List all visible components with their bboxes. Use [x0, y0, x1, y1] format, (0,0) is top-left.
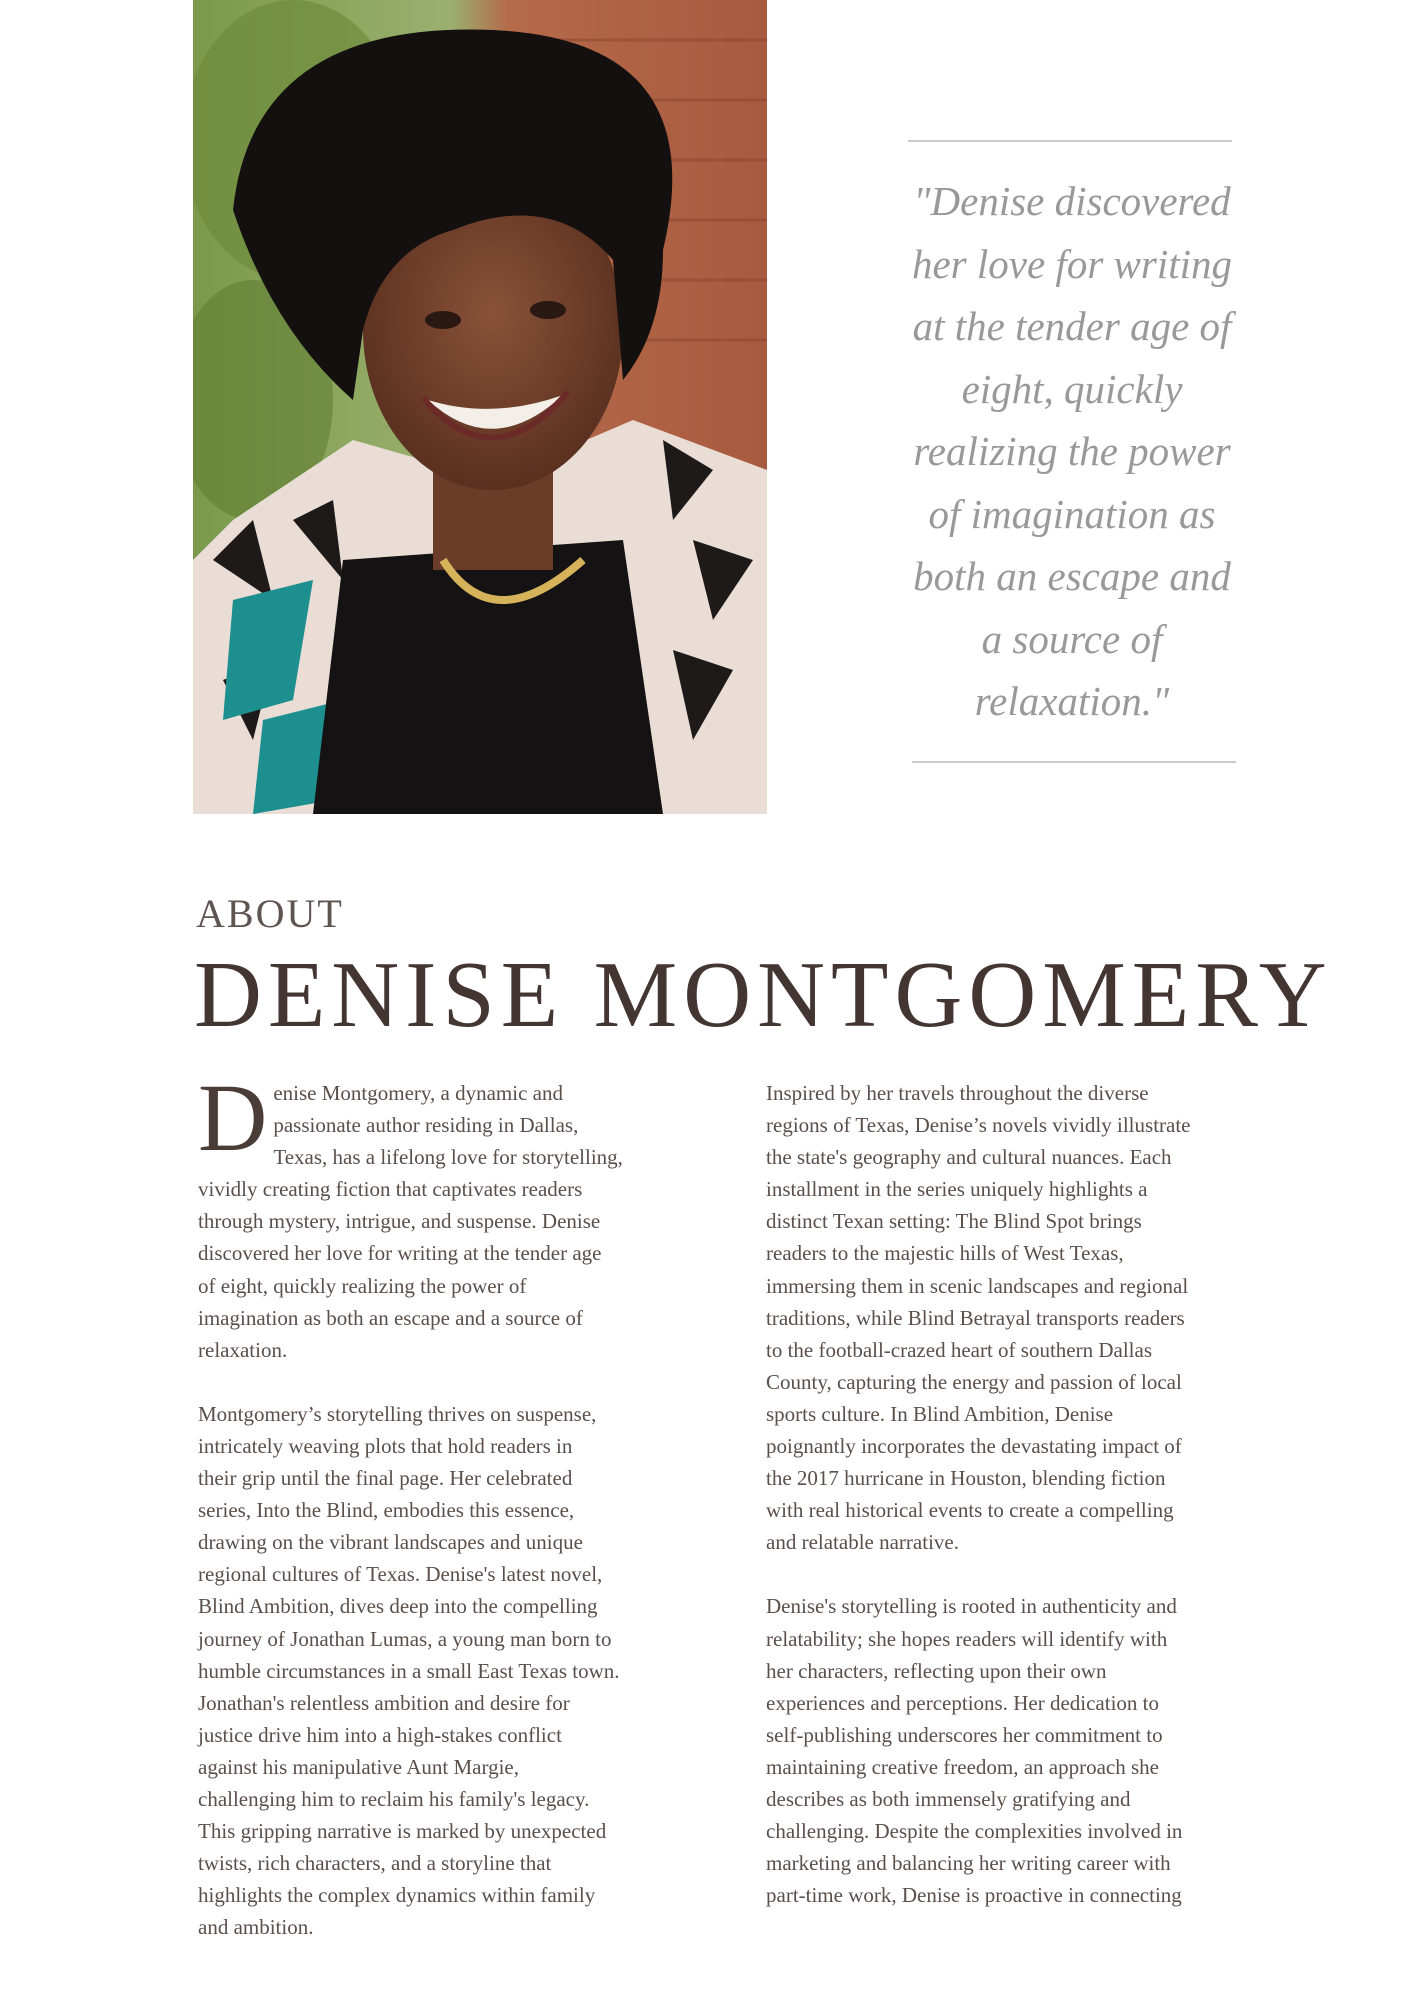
left-paragraph-2: Montgomery’s storytelling thrives on suspense, intricately weaving plots that hold readers in their grip until the final page. Her celebrated series, Into the Blind, embodies this essence, drawing on the vibrant landscapes and unique regional cultures of Texas. Denise's latest novel, Blind Ambition, dives deep into the compelling journey of Jonathan Lumas, a young man born to humble circumstances in a small East Texas town. Jonathan's relentless ambition and desire for justice drive him into a high-stakes conflict against his manipulative Aunt Margie, challenging him to reclaim his family's legacy. This gripping narrative is marked by unexpected twists, rich characters, and a storyline that highlights the complex dynamics within family and ambition.: [198, 1401, 620, 1940]
body-column-left: [198, 1064, 678, 1943]
pull-quote: [908, 140, 1236, 762]
right-paragraph-1: Inspired by her travels throughout the diverse regions of Texas, Denise’s novels vividly illustrate the state's geography and cultural nuances. Each installment in the series uniquely highlights a distinct Texan setting: The Blind Spot brings readers to the majestic hills of West Texas, immersing them in scenic landscapes and regional traditions, while Blind Betrayal transports readers to the football-crazed heart of southern Dallas County, capturing the energy and passion of local sports culture. In Blind Ambition, Denise poignantly incorporates the devastating impact of the 2017 hurricane in Houston, blending fiction with real historical events to create a compelling and relatable narrative.: [766, 1081, 1191, 1555]
right-paragraph-2: Denise's storytelling is rooted in authenticity and relatability; she hopes readers will identify with her characters, reflecting upon their own experiences and perceptions. Her dedication to self-publishing underscores her commitment to maintaining creative freedom, an approach she describes as both immensely gratifying and challenging. Despite the complexities involved in marketing and balancing her writing career with part-time work, Denise is proactive in connecting: [766, 1594, 1183, 1908]
quote-bottom-rule: [912, 761, 1236, 763]
quote-text: "Denise discovered her love for writing at the tender age of eight, quickly realizing the power of imagination as both an escape and a source of relaxation.": [911, 178, 1232, 724]
author-photo: [193, 0, 767, 814]
author-portrait-illustration: [193, 0, 767, 814]
left-paragraph-1: enise Montgomery, a dynamic and passionate author residing in Dallas, Texas, has a lifelong love for storytelling, vividly creating fiction that captivates readers through mystery, intrigue, and suspense. Denise discovered her love for writing at the tender age of eight, quickly realizing the power of imagination as both an escape and a source of relaxation.: [198, 1081, 623, 1362]
page-title: DENISE MONTGOMERY: [194, 943, 1333, 1047]
drop-cap: D: [198, 1064, 268, 1171]
body-column-right: [766, 1077, 1246, 1911]
quote-top-rule: [908, 140, 1232, 142]
section-kicker: ABOUT: [196, 891, 344, 936]
